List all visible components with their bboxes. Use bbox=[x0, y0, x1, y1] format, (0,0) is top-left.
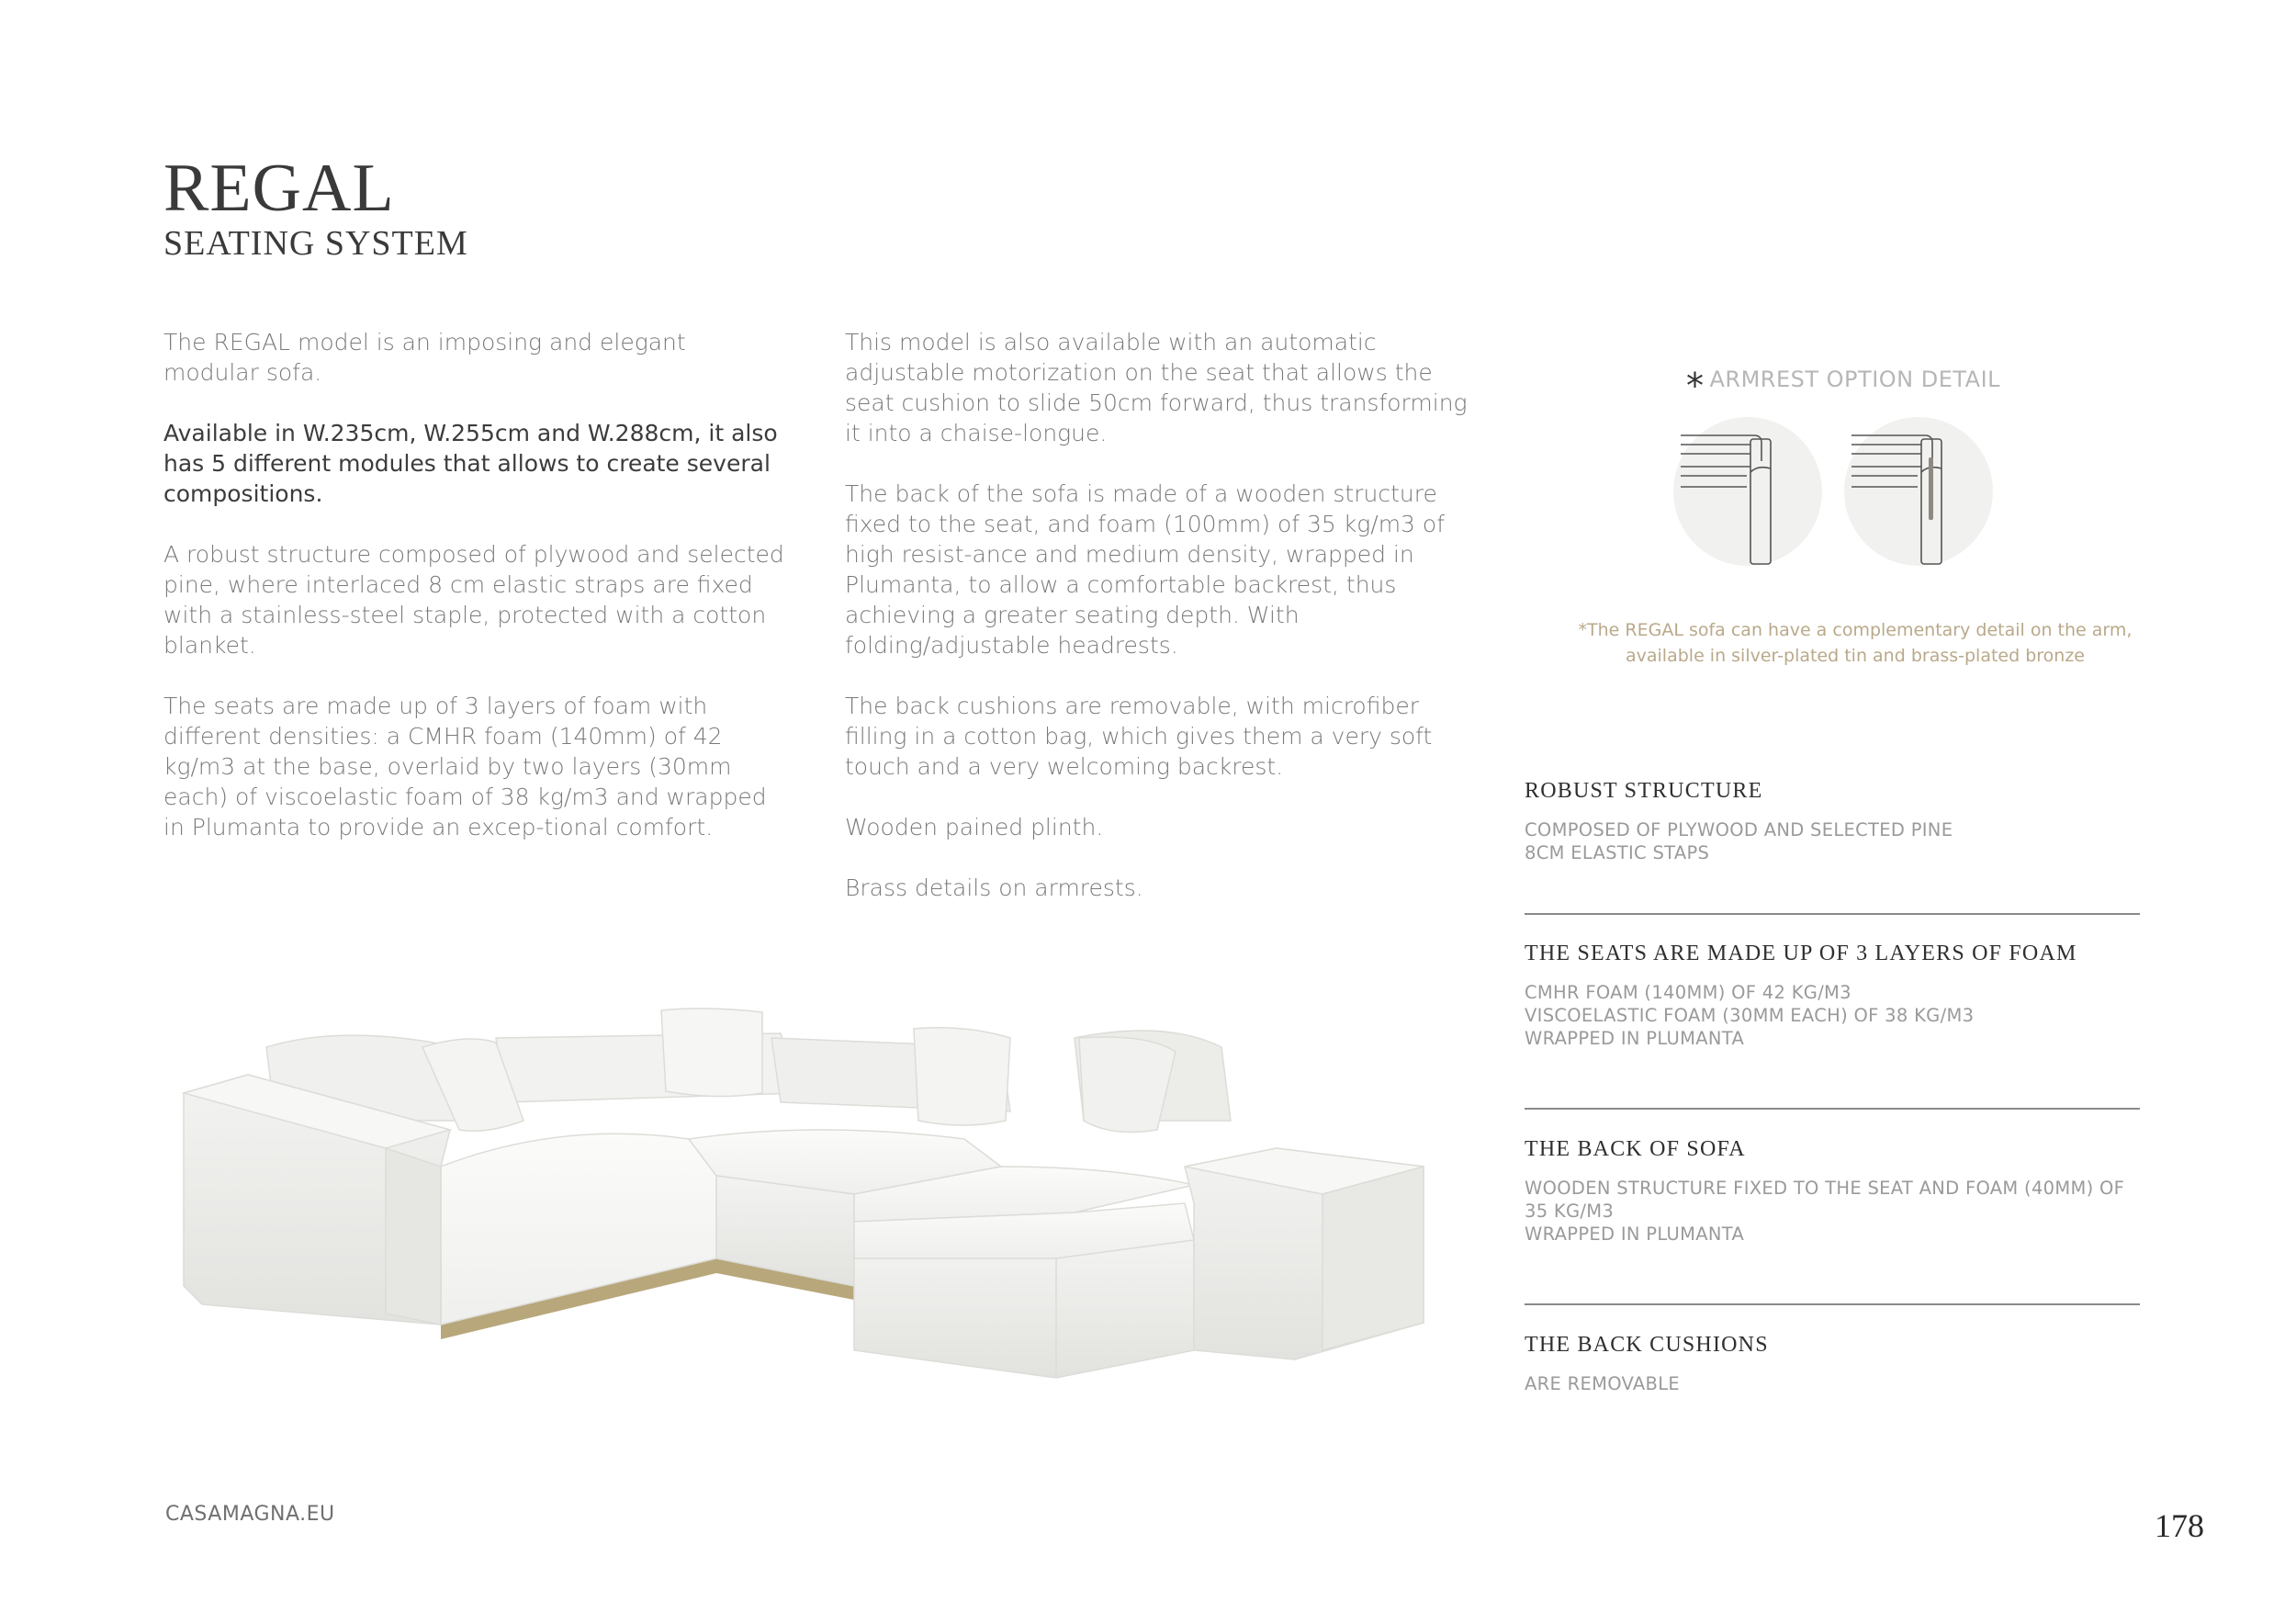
spec-back-cushions: THE BACK CUSHIONS ARE REMOVABLE bbox=[1525, 1333, 2140, 1395]
armrest-brass-illustration bbox=[1844, 417, 1993, 566]
spec-robust-structure: ROBUST STRUCTURE COMPOSED OF PLYWOOD AND SELECTED PINE 8CM ELASTIC STAPS bbox=[1525, 779, 2140, 864]
plinth-paragraph: Wooden pained plinth. bbox=[845, 814, 1104, 840]
spec-seats-foam: THE SEATS ARE MADE UP OF 3 LAYERS OF FOAM CMHR FOAM (140MM) OF 42 KG/M3 VISCOELASTIC FOAM (30MM EACH) OF 38 KG/M3 WRAPPED IN PLUMANTA bbox=[1525, 942, 2140, 1050]
spec-title: THE SEATS ARE MADE UP OF 3 LAYERS OF FOAM bbox=[1525, 942, 2077, 965]
divider bbox=[1525, 1108, 2140, 1110]
armrest-note: *The REGAL sofa can have a complementary detail on the arm, available in silver-plated tin and brass-plated bronze bbox=[1578, 620, 2133, 666]
armrest-option-plain bbox=[1673, 417, 1822, 566]
asterisk-icon: * bbox=[1686, 366, 1705, 406]
website-link: CASAMAGNA.EU bbox=[165, 1503, 335, 1526]
description-column-2 bbox=[845, 327, 1469, 933]
armrest-plain-illustration bbox=[1673, 417, 1822, 566]
spec-title: ROBUST STRUCTURE bbox=[1525, 779, 1763, 803]
brass-paragraph: Brass details on armrests. bbox=[845, 874, 1143, 901]
spec-back-of-sofa: THE BACK OF SOFA WOODEN STRUCTURE FIXED TO THE SEAT AND FOAM (40MM) OF 35 KG/M3 WRAPPED IN PLUMANTA bbox=[1525, 1137, 2140, 1246]
divider bbox=[1525, 913, 2140, 915]
sizes-paragraph: Available in W.235cm, W.255cm and W.288cm, it also has 5 different modules that allows to create several compositions. bbox=[163, 420, 778, 507]
armrest-heading bbox=[1686, 366, 2000, 406]
structure-paragraph: A robust structure composed of plywood and selected pine, where interlaced 8 cm elastic straps are fixed with a stainless-steel staple, protected with a cotton blanket. bbox=[163, 541, 784, 659]
armrest-heading-text: ARMREST OPTION DETAIL bbox=[1709, 367, 2001, 392]
spec-title: THE BACK CUSHIONS bbox=[1525, 1333, 1769, 1357]
sofa-image bbox=[174, 983, 1442, 1387]
page-subtitle: SEATING SYSTEM bbox=[163, 224, 468, 263]
page-title: REGAL bbox=[163, 151, 395, 226]
divider bbox=[1525, 1303, 2140, 1305]
back-paragraph: The back of the sofa is made of a wooden structure fixed to the seat, and foam (100mm) of 35 kg/m3 of high resist-ance and medium density, wrapped in Plumanta, to allow a comfortable backrest, thus achieving a greater seating depth. With folding/adjustable headrests. bbox=[845, 480, 1445, 659]
seats-paragraph: The seats are made up of 3 layers of foam with different densities: a CMHR foam (140mm) of 42 kg/m3 at the base, overlaid by two layers (30mm each) of viscoelastic foam of 38 kg/m3 and wrapped in Plumanta to provide an excep-tional comfort. bbox=[163, 693, 767, 840]
cushions-paragraph: The back cushions are removable, with microfiber filling in a cotton bag, which gives them a very soft touch and a very welcoming backrest. bbox=[845, 693, 1433, 780]
spec-title: THE BACK OF SOFA bbox=[1525, 1137, 1746, 1161]
page-number: 178 bbox=[2155, 1507, 2204, 1544]
motorization-paragraph: This model is also available with an automatic adjustable motorization on the seat that allows the seat cushion to slide 50cm forward, thus transforming it into a chaise-longue. bbox=[845, 329, 1468, 446]
intro-paragraph: The REGAL model is an imposing and elegant modular sofa. bbox=[163, 329, 686, 386]
description-column-1 bbox=[163, 327, 788, 873]
armrest-option-brass bbox=[1844, 417, 1993, 566]
